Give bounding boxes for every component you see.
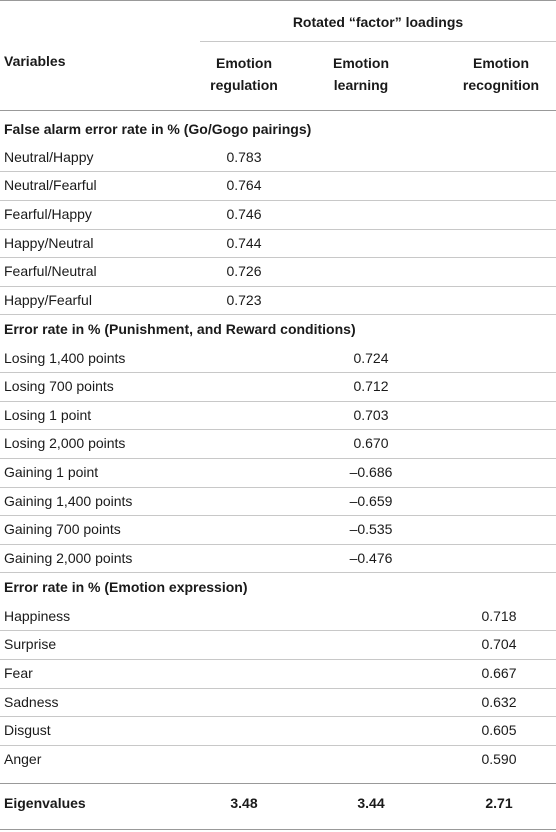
cell-value: –0.659 [349, 493, 393, 509]
cell-value: –0.476 [349, 550, 393, 566]
row-label: Happiness [4, 608, 71, 624]
row-divider [0, 314, 556, 315]
row-label: Gaining 1,400 points [4, 493, 133, 509]
table-row [0, 429, 556, 457]
row-label: Fearful/Neutral [4, 263, 97, 279]
row-label: Happy/Neutral [4, 235, 94, 251]
cell-value: –0.535 [349, 521, 393, 537]
cell-value: 0.744 [226, 235, 262, 251]
table-row [0, 344, 556, 372]
table-row [0, 487, 556, 515]
row-label: Gaining 2,000 points [4, 550, 133, 566]
row-label: Fearful/Happy [4, 206, 92, 222]
eigenvalues-label: Eigenvalues [4, 795, 86, 811]
table-row [0, 630, 556, 658]
column-header-regulation [189, 52, 299, 96]
eigenvalue-recognition: 2.71 [485, 795, 513, 811]
table-row [0, 257, 556, 285]
eigenvalue-regulation: 3.48 [230, 795, 258, 811]
row-label: Fear [4, 665, 33, 681]
row-label: Neutral/Fearful [4, 177, 97, 193]
table-row [0, 143, 556, 171]
cell-value: 0.764 [226, 177, 262, 193]
cell-value: 0.724 [353, 350, 389, 366]
row-divider [0, 572, 556, 573]
column-header-line: Emotion [333, 55, 389, 71]
table-row [0, 200, 556, 228]
row-label: Disgust [4, 722, 51, 738]
cell-value: 0.632 [481, 694, 517, 710]
cell-value: 0.718 [481, 608, 517, 624]
variables-header: Variables [4, 53, 66, 69]
row-label: Neutral/Happy [4, 149, 94, 165]
cell-value: 0.723 [226, 292, 262, 308]
column-header-line: regulation [210, 77, 278, 93]
section-title: Error rate in % (Punishment, and Reward conditions) [4, 321, 356, 337]
cell-value: 0.670 [353, 435, 389, 451]
cell-value: 0.783 [226, 149, 262, 165]
cell-value: 0.605 [481, 722, 517, 738]
section-title: False alarm error rate in % (Go/Gogo pairings) [4, 121, 312, 137]
cell-value: 0.726 [226, 263, 262, 279]
footer-top-rule [0, 783, 556, 784]
column-header-line: recognition [462, 77, 540, 93]
spanner-header: Rotated “factor” loadings [292, 14, 464, 30]
spanner-rule [200, 41, 556, 42]
table-row [0, 401, 556, 429]
column-header-recognition [444, 52, 556, 96]
table-row [0, 171, 556, 199]
eigenvalue-learning: 3.44 [357, 795, 385, 811]
section-title: Error rate in % (Emotion expression) [4, 579, 248, 595]
cell-value: 0.703 [353, 407, 389, 423]
row-label: Gaining 1 point [4, 464, 99, 480]
eigenvalues-row [0, 789, 556, 817]
row-label: Losing 1,400 points [4, 350, 126, 366]
table-bottom-rule [0, 829, 556, 830]
row-label: Surprise [4, 636, 57, 652]
cell-value: 0.746 [226, 206, 262, 222]
table-row [0, 659, 556, 687]
column-header-line: learning [333, 77, 389, 93]
column-header-line: Emotion [473, 55, 529, 71]
table-row [0, 372, 556, 400]
header-bottom-rule [0, 110, 556, 111]
cell-value: 0.667 [481, 665, 517, 681]
table-row [0, 716, 556, 744]
table-row [0, 745, 556, 773]
column-header-line: Emotion [216, 55, 272, 71]
row-label: Happy/Fearful [4, 292, 92, 308]
cell-value: 0.712 [353, 378, 389, 394]
row-label: Sadness [4, 694, 59, 710]
row-label: Anger [4, 751, 42, 767]
cell-value: –0.686 [349, 464, 393, 480]
table-row [0, 286, 556, 314]
cell-value: 0.704 [481, 636, 517, 652]
row-label: Losing 1 point [4, 407, 92, 423]
table-row [0, 602, 556, 630]
row-label: Losing 2,000 points [4, 435, 126, 451]
row-label: Losing 700 points [4, 378, 114, 394]
table-row [0, 544, 556, 572]
table-row [0, 515, 556, 543]
table-row [0, 458, 556, 486]
table-row [0, 688, 556, 716]
cell-value: 0.590 [481, 751, 517, 767]
row-label: Gaining 700 points [4, 521, 121, 537]
table-top-rule [0, 0, 556, 1]
column-header-learning [306, 52, 416, 96]
table-row [0, 229, 556, 257]
